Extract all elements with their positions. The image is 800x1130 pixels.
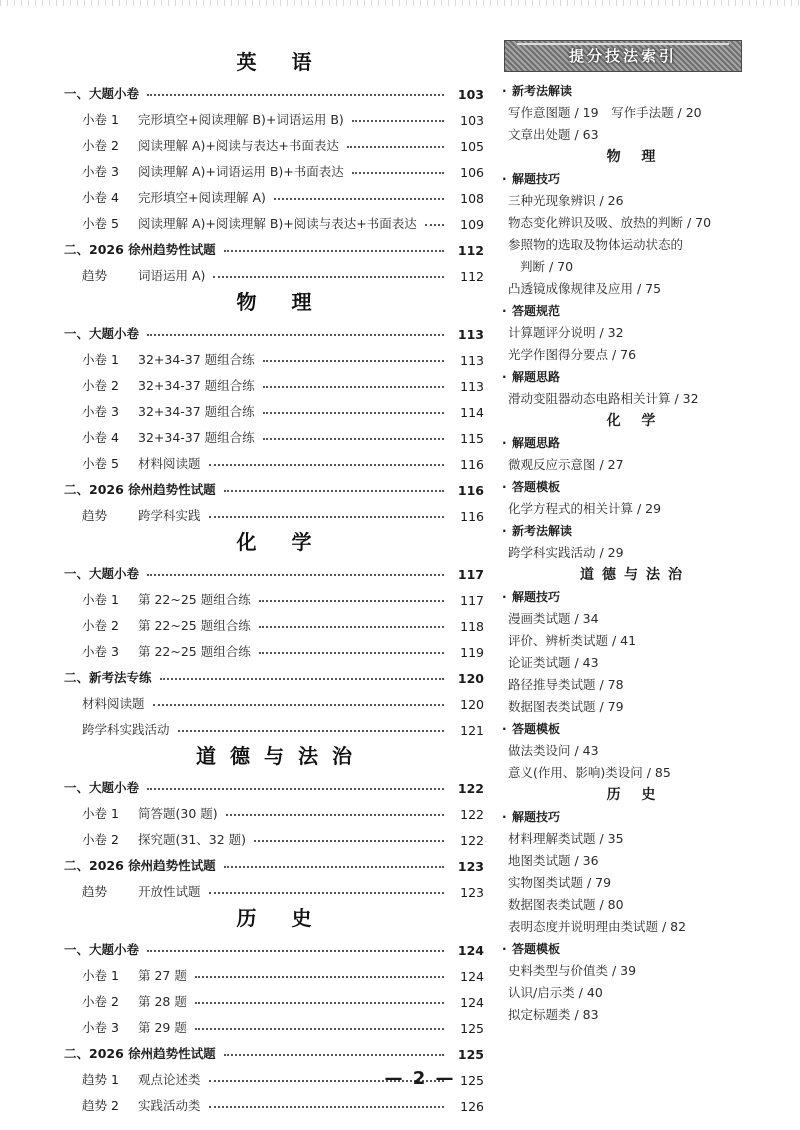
item-label: 观点论述类 — [138, 1072, 201, 1087]
index-entry[interactable]: 漫画类试题 / 34 — [508, 611, 599, 626]
item-label: 阅读理解 A)+阅读理解 B)+阅读与表达+书面表达 — [138, 216, 417, 231]
index-subject-heading: 物 理 — [606, 149, 664, 165]
toc-section[interactable] — [64, 770, 484, 796]
toc-section[interactable] — [64, 932, 484, 958]
page-ref: 117 — [460, 593, 484, 608]
index-category — [500, 432, 750, 454]
item-label: 第 27 题 — [138, 968, 187, 983]
index-category-label: 答题模板 — [512, 480, 561, 494]
tips-index-list — [500, 80, 750, 1026]
index-entry[interactable]: 表明态度并说明理由类试题 / 82 — [508, 919, 687, 934]
page-ref: 122 — [460, 807, 484, 822]
toc-item[interactable] — [64, 368, 484, 394]
item-label: 第 22~25 题组合练 — [138, 644, 251, 659]
page-ref: 116 — [460, 509, 484, 524]
page-ref: 114 — [460, 405, 484, 420]
index-entry[interactable]: 跨学科实践活动 / 29 — [508, 545, 624, 560]
index-entry[interactable]: 判断 / 70 — [520, 259, 574, 274]
bullet-icon: · — [502, 810, 507, 824]
dot-leader — [224, 1054, 444, 1056]
item-label: 词语运用 A) — [138, 268, 206, 283]
page-ref: 125 — [460, 1021, 484, 1036]
page-ref: 112 — [460, 269, 484, 284]
item-prefix: 小卷 3 — [82, 644, 119, 659]
toc-item[interactable] — [64, 154, 484, 180]
index-category — [500, 586, 750, 608]
item-label: 完形填空+阅读理解 B)+词语运用 B) — [138, 112, 344, 127]
section-label: 二、2026 徐州趋势性试题 — [64, 242, 216, 257]
subject-heading: 道德与法治 — [196, 744, 366, 768]
index-entry[interactable]: 数据图表类试题 / 79 — [508, 699, 624, 714]
bullet-icon: · — [502, 304, 507, 318]
index-entry[interactable]: 写作意图题 / 19 写作手法题 / 20 — [508, 105, 702, 120]
toc-item[interactable] — [64, 1010, 484, 1036]
dot-leader — [259, 652, 444, 654]
section-label: 一、大题小卷 — [64, 942, 140, 957]
index-category — [500, 938, 750, 960]
bullet-icon: · — [502, 722, 507, 736]
toc-item[interactable] — [64, 394, 484, 420]
dot-leader — [209, 464, 444, 466]
bullet-icon: · — [502, 84, 507, 98]
page-ref: 123 — [460, 885, 484, 900]
section-label: 二、新考法专练 — [64, 670, 152, 685]
section-label: 二、2026 徐州趋势性试题 — [64, 858, 216, 873]
dot-leader — [147, 788, 444, 790]
page-ref: 113 — [460, 353, 484, 368]
toc-section[interactable] — [64, 848, 484, 874]
item-prefix: 小卷 1 — [82, 352, 119, 367]
bullet-icon: · — [502, 480, 507, 494]
page-ref: 108 — [460, 191, 484, 206]
dot-leader — [263, 438, 444, 440]
dot-leader — [209, 892, 444, 894]
item-label: 跨学科实践 — [138, 508, 201, 523]
dot-leader — [195, 976, 444, 978]
toc-item[interactable] — [64, 128, 484, 154]
dot-leader — [147, 94, 444, 96]
dot-leader — [352, 172, 444, 174]
toc-item[interactable] — [64, 258, 484, 284]
index-entry[interactable]: 参照物的选取及物体运动状态的 — [508, 237, 684, 252]
page-ref: 124 — [460, 969, 484, 984]
index-category-label: 答题模板 — [512, 722, 561, 736]
section-label: 二、2026 徐州趋势性试题 — [64, 482, 216, 497]
dot-leader — [263, 386, 444, 388]
item-prefix: 趋势 — [82, 508, 108, 523]
dot-leader — [195, 1002, 444, 1004]
toc-item[interactable] — [64, 206, 484, 232]
index-category — [500, 300, 750, 322]
item-prefix: 小卷 3 — [82, 404, 119, 419]
page-ref: 122 — [460, 833, 484, 848]
page-ref: 116 — [460, 457, 484, 472]
subject-heading: 化 学 — [236, 530, 326, 554]
index-category-label: 答题模板 — [512, 942, 561, 956]
item-prefix: 趋势 2 — [82, 1098, 119, 1113]
index-entry[interactable]: 认识/启示类 / 40 — [508, 985, 603, 1000]
index-category-label: 解题技巧 — [512, 810, 561, 824]
page-number: — 2 — — [384, 1068, 456, 1089]
item-prefix: 小卷 2 — [82, 832, 119, 847]
page-ref: 103 — [460, 113, 484, 128]
dot-leader — [263, 412, 444, 414]
index-entry[interactable]: 材料理解类试题 / 35 — [508, 831, 624, 846]
index-category — [500, 520, 750, 542]
dot-leader — [224, 490, 444, 492]
dot-leader — [195, 1028, 444, 1030]
item-prefix: 小卷 4 — [82, 190, 119, 205]
page-ref: 120 — [460, 697, 484, 712]
toc-item[interactable] — [64, 180, 484, 206]
toc-item[interactable] — [64, 634, 484, 660]
toc-section[interactable] — [64, 660, 484, 686]
index-subject-heading: 化 学 — [606, 413, 664, 429]
toc-main-column — [64, 44, 484, 1114]
index-entry[interactable]: 意义(作用、影响)类设问 / 85 — [508, 765, 671, 780]
item-prefix: 小卷 1 — [82, 592, 119, 607]
item-label: 32+34-37 题组合练 — [138, 430, 255, 445]
index-entry[interactable]: 文章出处题 / 63 — [508, 127, 599, 142]
index-category — [500, 476, 750, 498]
page-ref: 125 — [457, 1047, 484, 1062]
index-entry[interactable]: 光学作图得分要点 / 76 — [508, 347, 637, 362]
dot-leader — [347, 146, 444, 148]
subject-heading: 物 理 — [236, 290, 326, 314]
toc-section[interactable] — [64, 76, 484, 102]
item-prefix: 小卷 2 — [82, 378, 119, 393]
toc-item[interactable] — [64, 874, 484, 900]
tips-index-title: 提分技法索引 — [568, 47, 677, 65]
index-entry[interactable]: 物态变化辨识及吸、放热的判断 / 70 — [508, 215, 712, 230]
index-category — [500, 80, 750, 102]
dot-leader — [224, 250, 444, 252]
toc-item[interactable] — [64, 420, 484, 446]
section-label: 一、大题小卷 — [64, 780, 140, 795]
dot-leader — [178, 730, 444, 732]
section-label: 二、2026 徐州趋势性试题 — [64, 1046, 216, 1061]
dot-leader — [226, 814, 444, 816]
dot-leader — [209, 516, 444, 518]
item-prefix: 小卷 2 — [82, 618, 119, 633]
index-category-label: 新考法解读 — [512, 84, 573, 98]
toc-item[interactable] — [64, 822, 484, 848]
index-entry[interactable]: 做法类设问 / 43 — [508, 743, 599, 758]
toc-item[interactable] — [64, 498, 484, 524]
bullet-icon: · — [502, 942, 507, 956]
index-entry[interactable]: 评价、辨析类试题 / 41 — [508, 633, 637, 648]
dot-leader — [147, 334, 444, 336]
index-category — [500, 168, 750, 190]
dot-leader — [263, 360, 444, 362]
index-entry[interactable]: 拟定标题类 / 83 — [508, 1007, 599, 1022]
index-entry[interactable]: 数据图表类试题 / 80 — [508, 897, 624, 912]
index-subject-heading: 历 史 — [606, 787, 664, 803]
page-ref: 118 — [460, 619, 484, 634]
dot-leader — [147, 950, 444, 952]
dot-leader — [259, 600, 444, 602]
scan-noise — [0, 0, 800, 6]
item-label: 32+34-37 题组合练 — [138, 352, 255, 367]
dot-leader — [147, 574, 444, 576]
item-label: 第 28 题 — [138, 994, 187, 1009]
dot-leader — [274, 198, 444, 200]
page-ref: 115 — [460, 431, 484, 446]
toc-section[interactable] — [64, 316, 484, 342]
item-label: 第 29 题 — [138, 1020, 187, 1035]
dot-leader — [153, 704, 444, 706]
index-entry[interactable]: 凸透镜成像规律及应用 / 75 — [508, 281, 662, 296]
index-entry[interactable]: 实物图类试题 / 79 — [508, 875, 612, 890]
item-prefix: 小卷 4 — [82, 430, 119, 445]
toc-item[interactable] — [64, 984, 484, 1010]
page-ref: 125 — [460, 1073, 484, 1088]
dot-leader — [209, 1106, 444, 1108]
toc-section[interactable] — [64, 556, 484, 582]
toc-item[interactable] — [64, 686, 484, 712]
item-prefix: 小卷 5 — [82, 216, 119, 231]
item-label: 开放性试题 — [138, 884, 201, 899]
page-ref: 121 — [460, 723, 484, 738]
bullet-icon: · — [502, 436, 507, 450]
item-prefix: 趋势 — [82, 884, 108, 899]
page-ref: 123 — [457, 859, 484, 874]
item-prefix: 小卷 1 — [82, 112, 119, 127]
item-label: 实践活动类 — [138, 1098, 201, 1113]
toc-item[interactable] — [64, 582, 484, 608]
section-label: 一、大题小卷 — [64, 566, 140, 581]
bullet-icon: · — [502, 370, 507, 384]
index-entry[interactable]: 化学方程式的相关计算 / 29 — [508, 501, 662, 516]
item-label: 完形填空+阅读理解 A) — [138, 190, 266, 205]
item-label: 32+34-37 题组合练 — [138, 378, 255, 393]
index-entry[interactable]: 三种光现象辨识 / 26 — [508, 193, 624, 208]
index-entry[interactable]: 微观反应示意图 / 27 — [508, 457, 624, 472]
toc-section[interactable] — [64, 472, 484, 498]
page-ref: 122 — [457, 781, 484, 796]
item-label: 阅读理解 A)+阅读与表达+书面表达 — [138, 138, 339, 153]
toc-section[interactable] — [64, 232, 484, 258]
page-ref: 103 — [457, 87, 484, 102]
index-category-label: 解题技巧 — [512, 172, 561, 186]
item-prefix: 小卷 3 — [82, 1020, 119, 1035]
tips-index-banner — [504, 40, 742, 72]
index-entry[interactable]: 滑动变阻器动态电路相关计算 / 32 — [508, 391, 699, 406]
item-label: 第 22~25 题组合练 — [138, 618, 251, 633]
page-ref: 113 — [460, 379, 484, 394]
dot-leader — [254, 840, 444, 842]
page-ref: 112 — [457, 243, 484, 258]
page-ref: 106 — [460, 165, 484, 180]
toc-item[interactable] — [64, 446, 484, 472]
dot-leader — [352, 120, 444, 122]
item-prefix: 小卷 2 — [82, 994, 119, 1009]
item-prefix: 小卷 1 — [82, 968, 119, 983]
toc-item[interactable] — [64, 958, 484, 984]
index-category-label: 答题规范 — [512, 304, 561, 318]
subject-heading: 英 语 — [236, 50, 326, 74]
index-category — [500, 366, 750, 388]
index-category — [500, 718, 750, 740]
dot-leader — [425, 224, 444, 226]
item-label: 探究题(31、32 题) — [138, 832, 247, 847]
index-entry[interactable]: 论证类试题 / 43 — [508, 655, 599, 670]
subject-heading: 历 史 — [236, 906, 326, 930]
item-label: 跨学科实践活动 — [82, 722, 170, 737]
page-ref: 113 — [457, 327, 484, 342]
item-label: 简答题(30 题) — [138, 806, 218, 821]
index-category-label: 解题思路 — [512, 436, 561, 450]
index-category-label: 解题技巧 — [512, 590, 561, 604]
item-label: 第 22~25 题组合练 — [138, 592, 251, 607]
item-prefix: 小卷 5 — [82, 456, 119, 471]
item-prefix: 小卷 3 — [82, 164, 119, 179]
page-ref: 116 — [457, 483, 484, 498]
toc-item[interactable] — [64, 342, 484, 368]
dot-leader — [259, 626, 444, 628]
page-ref: 105 — [460, 139, 484, 154]
item-prefix: 小卷 1 — [82, 806, 119, 821]
toc-section[interactable] — [64, 1036, 484, 1062]
page-ref: 124 — [460, 995, 484, 1010]
page-ref: 119 — [460, 645, 484, 660]
item-label: 阅读理解 A)+词语运用 B)+书面表达 — [138, 164, 344, 179]
page-ref: 126 — [460, 1099, 484, 1114]
index-subject-heading: 道德与法治 — [580, 567, 690, 583]
item-prefix: 趋势 1 — [82, 1072, 119, 1087]
section-label: 一、大题小卷 — [64, 86, 140, 101]
index-category — [500, 806, 750, 828]
toc-item[interactable] — [64, 712, 484, 738]
index-entry[interactable]: 路径推导类试题 / 78 — [508, 677, 624, 692]
bullet-icon: · — [502, 590, 507, 604]
index-entry[interactable]: 计算题评分说明 / 32 — [508, 325, 624, 340]
section-label: 一、大题小卷 — [64, 326, 140, 341]
toc-item[interactable] — [64, 102, 484, 128]
dot-leader — [213, 276, 444, 278]
item-label: 材料阅读题 — [138, 456, 201, 471]
item-prefix: 趋势 — [82, 268, 108, 283]
index-entry[interactable]: 地图类试题 / 36 — [508, 853, 599, 868]
tips-index-column — [500, 40, 750, 1026]
page-ref: 117 — [457, 567, 484, 582]
bullet-icon: · — [502, 524, 507, 538]
index-category-label: 解题思路 — [512, 370, 561, 384]
item-label: 材料阅读题 — [82, 696, 145, 711]
toc-item[interactable] — [64, 608, 484, 634]
item-label: 32+34-37 题组合练 — [138, 404, 255, 419]
index-category-label: 新考法解读 — [512, 524, 573, 538]
dot-leader — [224, 866, 444, 868]
toc-item[interactable] — [64, 1088, 484, 1114]
bullet-icon: · — [502, 172, 507, 186]
item-prefix: 小卷 2 — [82, 138, 119, 153]
page-ref: 120 — [457, 671, 484, 686]
toc-item[interactable] — [64, 796, 484, 822]
dot-leader — [160, 678, 444, 680]
page-ref: 124 — [457, 943, 484, 958]
page-ref: 109 — [460, 217, 484, 232]
index-entry[interactable]: 史料类型与价值类 / 39 — [508, 963, 637, 978]
